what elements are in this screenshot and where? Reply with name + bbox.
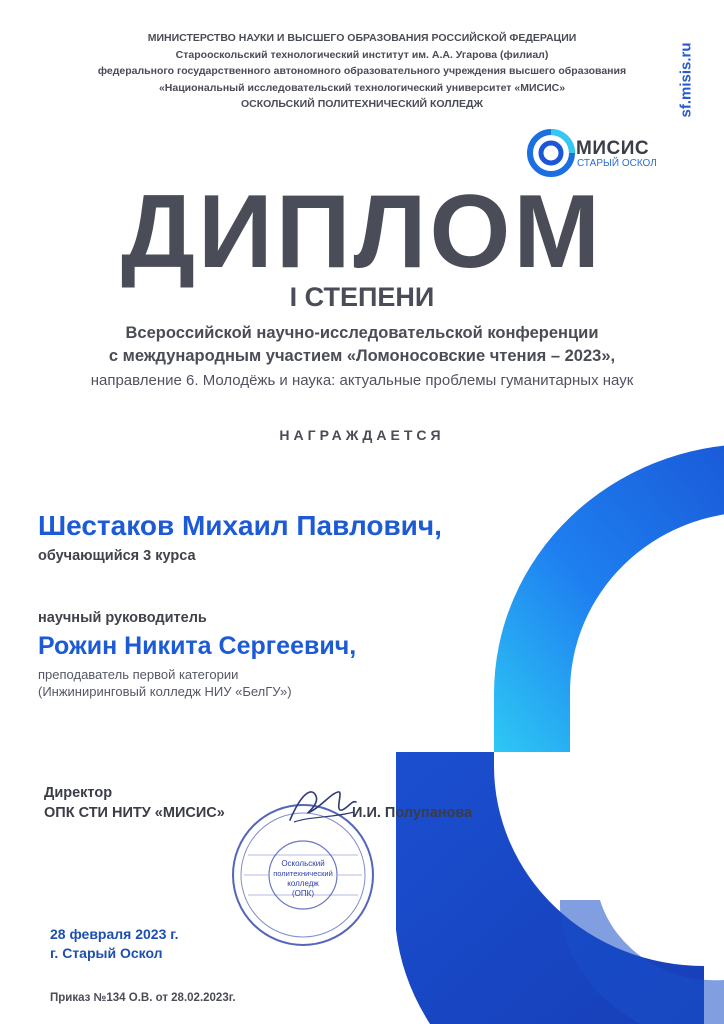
- director-title: Директор: [44, 785, 113, 801]
- supervisor-name: Рожин Никита Сергеевич,: [38, 632, 357, 660]
- svg-text:Оскольский: Оскольский: [281, 859, 325, 868]
- supervisor-details: [38, 666, 292, 700]
- conference-direction: направление 6. Молодёжь и наука: актуальные проблемы гуманитарных наук: [90, 372, 634, 389]
- director-signature: [282, 782, 362, 832]
- institution-header: [0, 30, 724, 113]
- student-course: обучающийся 3 курса: [38, 548, 196, 564]
- diploma-degree: I СТЕПЕНИ: [289, 282, 435, 312]
- conference-line-1: Всероссийской научно-исследовательской конференции: [125, 324, 599, 342]
- website-vertical: [672, 30, 700, 130]
- supervisor-organization: (Инжиниринговый колледж НИУ «БелГУ»): [38, 684, 292, 699]
- header-line-ministry: МИНИСТЕРСТВО НАУКИ И ВЫСШЕГО ОБРАЗОВАНИЯ РОССИЙСКОЙ ФЕДЕРАЦИИ: [147, 32, 577, 44]
- svg-text:колледж: колледж: [287, 879, 319, 888]
- order-number: Приказ №134 О.В. от 28.02.2023г.: [50, 992, 236, 1004]
- header-line-university: «Национальный исследовательский технологический университет «МИСИС»: [158, 81, 566, 94]
- diploma-title: ДИПЛОМ: [120, 174, 604, 290]
- logo-subtitle: СТАРЫЙ ОСКОЛ: [577, 158, 657, 169]
- svg-text:(ОПК): (ОПК): [292, 889, 314, 898]
- header-line-college: ОСКОЛЬСКИЙ ПОЛИТЕХНИЧЕСКИЙ КОЛЛЕДЖ: [240, 98, 484, 110]
- conference-description: [0, 322, 724, 368]
- director-organization: ОПК СТИ НИТУ «МИСИС»: [44, 805, 225, 821]
- header-line-institute: Старооскольский технологический институт им. А.А. Угарова (филиал): [175, 48, 549, 61]
- supervisor-label: научный руководитель: [38, 610, 207, 626]
- director-name: И.И. Полупанова: [352, 805, 473, 821]
- logo-name: МИСИС: [576, 138, 650, 159]
- issue-city: г. Старый Оскол: [50, 945, 163, 961]
- issue-date: 28 февраля 2023 г.: [50, 926, 179, 942]
- misis-logo-icon: [526, 128, 576, 178]
- awarded-label: НАГРАЖДАЕТСЯ: [279, 427, 445, 443]
- student-name: Шестаков Михаил Павлович,: [38, 510, 442, 541]
- header-line-federal: федерального государственного автономного образовательного учреждения высшего образования: [97, 65, 627, 77]
- svg-text:политехнический: политехнический: [273, 869, 333, 878]
- website-link[interactable]: sf.misis.ru: [677, 42, 695, 118]
- supervisor-position: преподаватель первой категории: [38, 667, 239, 682]
- conference-line-2: с международным участием «Ломоносовские чтения – 2023»,: [108, 347, 616, 365]
